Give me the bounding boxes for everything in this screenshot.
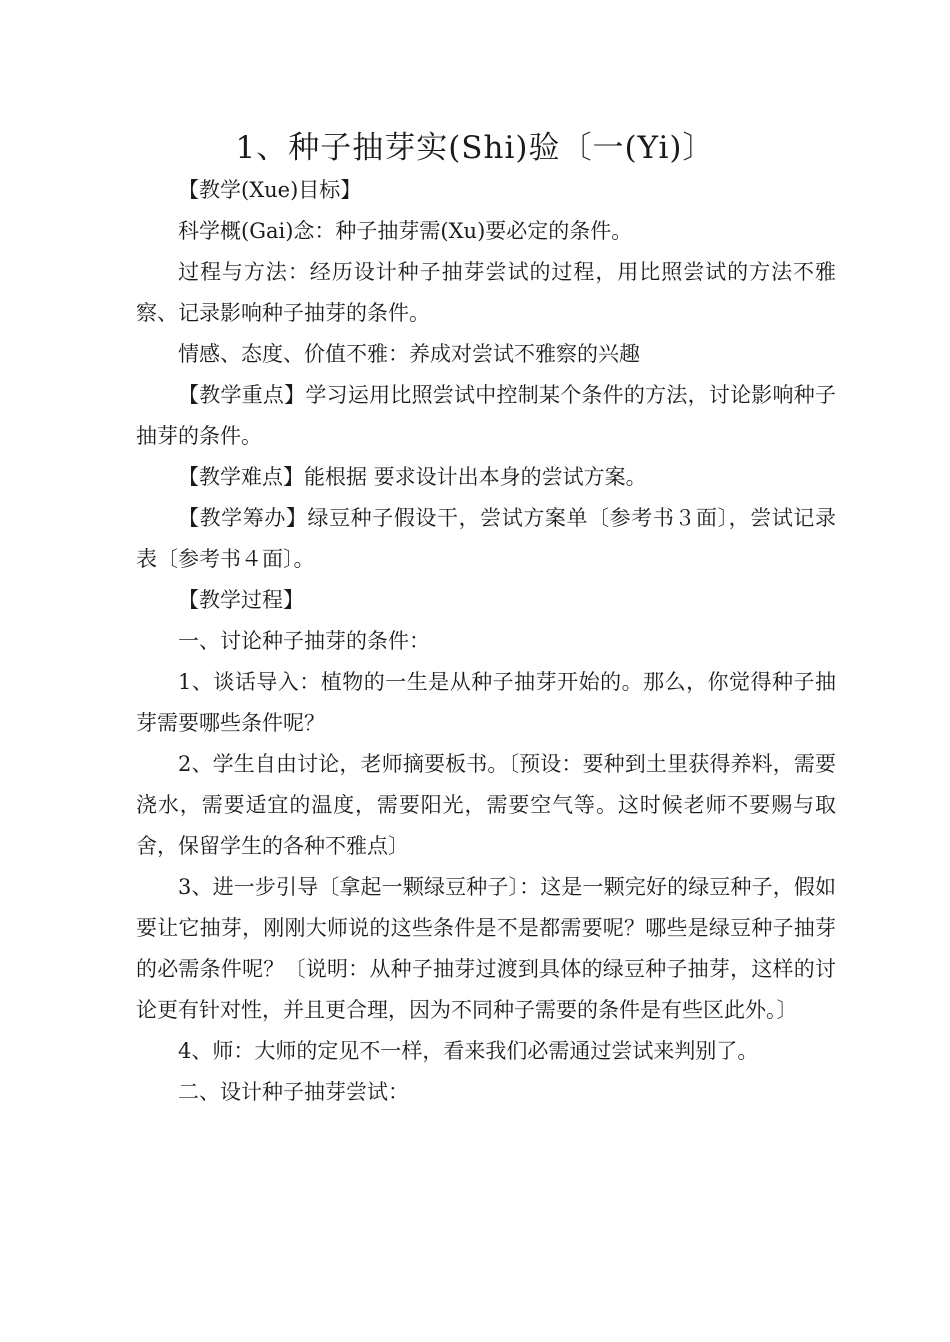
section-heading-1: 一、讨论种子抽芽的条件： xyxy=(178,629,430,653)
paragraph-emotion-attitude: 情感、态度、价值不雅：养成对尝试不雅察的兴趣 xyxy=(178,342,640,366)
paragraph-teaching-focus: 【教学重点】学习运用比照尝试中控制某个条件的方法，讨论影响种子抽芽的条件。 xyxy=(136,383,836,448)
list-item-2: 2、学生自由讨论，老师摘要板书。〔预设：要种到土里获得养料，需要浇水，需要适宜的温度，需要阳光，需要空气等。这时候老师不要赐与取舍，保留学生的各种不雅点〕 xyxy=(136,752,836,858)
paragraph-science-concept: 科学概(Gai)念：种子抽芽需(Xu)要必定的条件。 xyxy=(178,219,633,243)
list-item-1: 1、谈话导入：植物的一生是从种子抽芽开始的。那么，你觉得种子抽芽需要哪些条件呢？ xyxy=(136,670,836,735)
document-body xyxy=(136,170,836,1113)
paragraph-teaching-difficulty: 【教学难点】能根据 要求设计出本身的尝试方案。 xyxy=(178,465,647,489)
list-item-3: 3、进一步引导〔拿起一颗绿豆种子〕：这是一颗完好的绿豆种子，假如要让它抽芽，刚刚大师说的这些条件是不是都需要呢？哪些是绿豆种子抽芽的必需条件呢？〔说明：从种子抽芽过渡到具体的绿豆种子抽芽，这样的讨论更有针对性，并且更合理，因为不同种子需要的条件是有些区此外。〕 xyxy=(136,875,836,1022)
heading-teaching-goals: 【教学(Xue)目标】 xyxy=(178,178,362,202)
section-heading-2: 二、设计种子抽芽尝试： xyxy=(178,1080,409,1104)
document-title: 1、种子抽芽实(Shi)验〔一(Yi)〕 xyxy=(235,130,715,166)
heading-teaching-process: 【教学过程】 xyxy=(178,588,304,612)
list-item-4: 4、师：大师的定见不一样，看来我们必需通过尝试来判别了。 xyxy=(178,1039,759,1063)
paragraph-teaching-preparation: 【教学筹办】绿豆种子假设干，尝试方案单〔参考书３面〕，尝试记录表〔参考书４面〕。 xyxy=(136,506,836,571)
paragraph-process-method: 过程与方法：经历设计种子抽芽尝试的过程，用比照尝试的方法不雅察、记录影响种子抽芽的条件。 xyxy=(136,260,836,325)
